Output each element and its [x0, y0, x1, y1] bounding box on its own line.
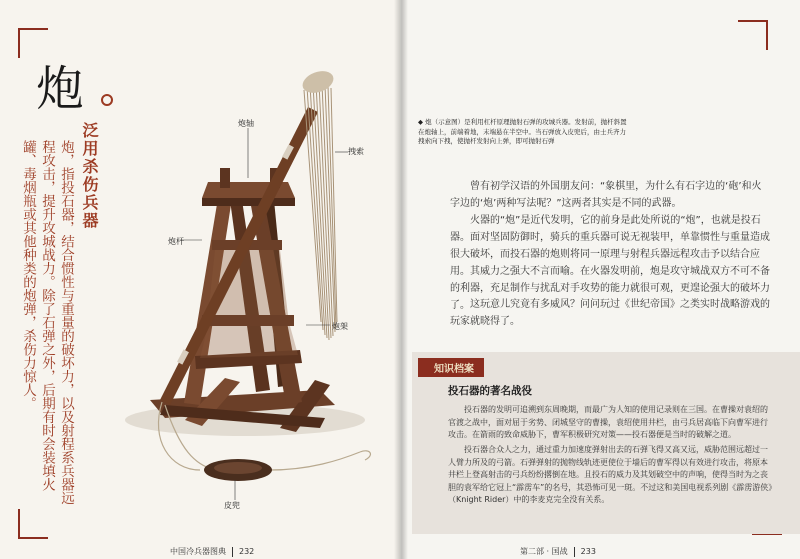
label-rope: 拽索 [348, 147, 364, 156]
paragraph-1: 曾有初学汉语的外国朋友问：“象棋里，为什么有石字边的‘砲’和火字边的‘炮’两种写法呢？”这两者其实是不同的武器。 [450, 181, 762, 209]
cross-beam [202, 315, 294, 326]
label-pouch: 皮兜 [224, 501, 240, 510]
knowledge-box-paragraph-1: 投石器的发明可追溯到东周晚期，而最广为人知的使用记录则在三国。在曹操对袁绍的官渡之战中，面对屈于劣势、闭城坚守的曹操，袁绍使用井栏，由弓兵居高临下向曹军进行攻击。在箭雨的致命威胁下，曹军积极研究对策——投石器便是当时的破解之道。 [448, 405, 768, 439]
corner-ornament [18, 509, 48, 539]
knowledge-box-title: 知识档案 [418, 358, 484, 377]
right-footer [520, 544, 596, 559]
leather-pouch-inner [214, 462, 262, 474]
book-title: 中国冷兵器图典 [170, 547, 226, 556]
illustration-caption: ◆ 炮（示意图）是利用杠杆原理抛射石弹的攻城兵器。发射前，抛杆斜置在炮轴上，前端着地，末端悬在半空中。当石弹放入皮兜后，由士兵齐力拽索向下拽，使抛杆发射向上弹，即可抛射石弹 [418, 118, 627, 145]
frame-panel [200, 326, 298, 358]
paragraph-3: 这玩意儿究竟有多威风？问问玩过《世纪帝国》之类实时战略游戏的玩家就晓得了。 [450, 299, 770, 327]
axle-post [220, 168, 230, 188]
label-axle: 炮轴 [238, 119, 254, 128]
knowledge-box-paragraph-2: 投石器合众人之力，通过重力加速度弹射出去的石弹飞得又高又远，威胁范围远超过一人臂力所及的弓箭。石弹弹射的抛物线轨迹更使位于墙后的曹军得以有效进行攻击，将原本井栏上登高射击的弓兵纷纷撂倒在地。且投石的威力及其划破空中的声响，使得当时为之丧胆的袁军给它冠上“霹雳车”的名号，其恐怖可见一斑。不过这和美国电视系列剧《霹雳游侠》（Knight Rider）中的李麦克完全没有关系。 [448, 445, 773, 504]
trebuchet-illustration [120, 60, 395, 520]
knowledge-box [412, 352, 800, 534]
footer-divider [574, 547, 575, 557]
subtitle: 泛用杀伤兵器 [80, 122, 99, 230]
knowledge-box-heading: 投石器的著名战役 [448, 385, 532, 397]
label-frame: 炮架 [332, 322, 348, 331]
chapter-character: 炮 [36, 61, 85, 117]
corner-ornament [738, 20, 768, 50]
sling-rope [360, 451, 370, 460]
book-gutter [394, 0, 408, 559]
vertical-body-text: 炮，指投石器，结合惯性与重量的破坏力，以及射程系兵器远程攻击，提升攻城战力。除了石弹之外，后期有时会装填火罐、毒烟瓶或其他种类的炮弹，杀伤力惊人。 [20, 140, 74, 505]
section-title: 第二部 · 国战 [520, 547, 568, 556]
left-footer [170, 544, 254, 559]
page-number: 233 [580, 547, 596, 556]
title-circle-ornament [101, 94, 113, 106]
pull-ropes [304, 83, 337, 340]
label-arm: 炮杆 [168, 237, 184, 246]
top-platform [202, 198, 295, 206]
page-number: 232 [239, 547, 255, 556]
right-page [400, 0, 800, 559]
paragraph-2: 火器的“炮”是近代发明，它的前身是此处所说的“炮”，也就是投石器。面对坚固防御时，骑兵的重兵器可说无视装甲，单靠惯性与重量造成很大破坏，而投石器的炮则将同一原理与射程兵器远程攻击予以结合应用。其威力之强大不言而喻。在火器发明前，炮是攻守城战双方不可不备的利器，充足制作与扰乱对手攻势的能力就很可观，更遑论强大的破坏力了。 [450, 215, 770, 311]
footer-divider [232, 547, 233, 557]
sling-rope [270, 452, 360, 470]
